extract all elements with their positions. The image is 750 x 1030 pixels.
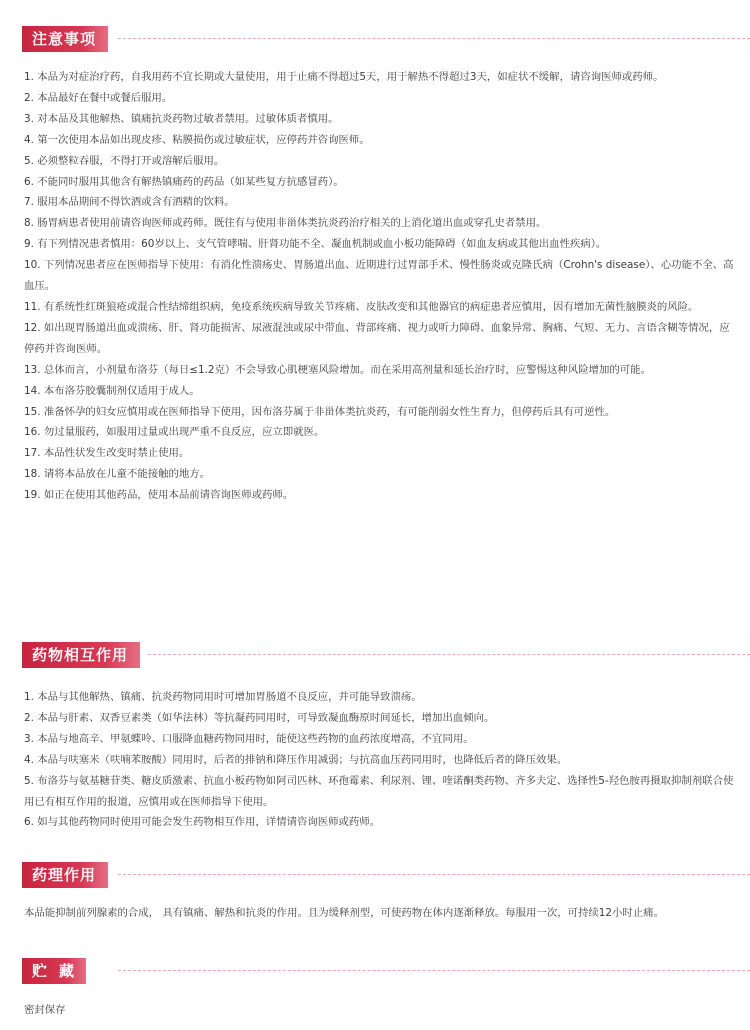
list-item: 8. 肠胃病患者使用前请咨询医师或药师。既往有与使用非甾体类抗炎药治疗相关的上消化道出血或穿孔史者禁用。 — [24, 217, 547, 230]
storage-text: 密封保存 — [24, 1004, 66, 1016]
section-title-pharmacology: 药理作用 — [22, 862, 108, 888]
pharmacology-text: 本品能抑制前列腺素的合成， 具有镇痛、解热和抗炎的作用。且为缓释剂型，可使药物在体内逐渐释放。每服用一次，可持续12小时止痛。 — [24, 907, 664, 919]
list-item: 11. 有系统性红斑狼疮或混合性结缔组织病，免疫系统疾病导致关节疼痛、皮肤改变和其他器官的病症患者应慎用，因有增加无菌性脑膜炎的风险。 — [24, 300, 699, 313]
list-item: 19. 如正在使用其他药品，使用本品前请咨询医师或药师。 — [24, 489, 294, 502]
notice-list — [24, 67, 736, 506]
section-divider — [118, 874, 750, 875]
list-item: 2. 本品最好在餐中或餐后服用。 — [24, 91, 173, 104]
list-item: 6. 不能同时服用其他含有解热镇痛药的药品（如某些复方抗感冒药）。 — [24, 175, 344, 188]
list-item: 5. 布洛芬与氨基糖苷类、糖皮质激素、抗血小板药物如阿司匹林、环孢霉素、利尿剂、锂、喹诺酮类药物、齐多夫定、选择性5-羟色胺再摄取抑制剂联合使用已有相互作用的报道，应慎用或在医师指导下使用。 — [24, 774, 734, 808]
section-title-interactions: 药物相互作用 — [22, 642, 140, 668]
list-item: 18. 请将本品放在儿童不能接触的地方。 — [24, 468, 211, 481]
interactions-list — [24, 687, 736, 833]
list-item: 4. 本品与呋塞米（呋喃苯胺酸）同用时，后者的排钠和降压作用减弱；与抗高血压药同用时，也降低后者的降压效果。 — [24, 753, 568, 766]
list-item: 3. 本品与地高辛、甲氨蝶呤、口服降血糖药物同用时，能使这些药物的血药浓度增高，不宜同用。 — [24, 732, 474, 745]
list-item: 10. 下列情况患者应在医师指导下使用：有消化性溃疡史、胃肠道出血、近期进行过胃部手术、慢性肠炎或克隆氏病（Crohn's disease）、心功能不全、高血压。 — [24, 259, 734, 293]
section-title-notice: 注意事项 — [22, 26, 108, 52]
list-item: 12. 如出现胃肠道出血或溃疡、肝、肾功能损害、尿液混浊或尿中带血、背部疼痛、视力或听力障碍、血象异常、胸痛、气短、无力、言语含糊等情况，应停药并咨询医师。 — [24, 321, 730, 355]
list-item: 14. 本布洛芬胶囊制剂仅适用于成人。 — [24, 384, 200, 397]
list-item: 17. 本品性状发生改变时禁止使用。 — [24, 447, 190, 460]
section-divider — [148, 654, 750, 655]
section-divider — [118, 38, 750, 39]
list-item: 2. 本品与肝素、双香豆素类（如华法林）等抗凝药同用时，可导致凝血酶原时间延长，增加出血倾向。 — [24, 711, 495, 724]
section-header-pharmacology — [22, 862, 750, 888]
list-item: 1. 本品与其他解热、镇痛、抗炎药物同用时可增加胃肠道不良反应，并可能导致溃疡。 — [24, 691, 422, 703]
list-item: 9. 有下列情况患者慎用：60岁以上、支气管哮喘、肝肾功能不全、凝血机制或血小板功能障碍（如血友病或其他出血性疾病）。 — [24, 238, 607, 251]
list-item: 16. 勿过量服药，如服用过量或出现严重不良反应，应立即就医。 — [24, 426, 325, 439]
list-item: 1. 本品为对症治疗药，自我用药不宜长期或大量使用，用于止痛不得超过5天，用于解热不得超过3天，如症状不缓解，请咨询医师或药师。 — [24, 71, 664, 83]
section-title-storage: 贮藏 — [22, 958, 86, 984]
section-divider — [118, 970, 750, 971]
list-item: 7. 服用本品期间不得饮酒或含有酒精的饮料。 — [24, 196, 235, 209]
list-item: 15. 准备怀孕的妇女应慎用或在医师指导下使用，因布洛芬属于非甾体类抗炎药，有可能削弱女性生育力，但停药后具有可逆性。 — [24, 405, 616, 418]
section-header-notice — [22, 26, 750, 52]
list-item: 13. 总体而言，小剂量布洛芬（每日≤1.2克）不会导致心肌梗塞风险增加。而在采用高剂量和延长治疗时，应警惕这种风险增加的可能。 — [24, 363, 651, 376]
list-item: 4. 第一次使用本品如出现皮疹、粘膜损伤或过敏症状，应停药并咨询医师。 — [24, 133, 370, 146]
list-item: 5. 必须整粒吞服，不得打开或溶解后服用。 — [24, 154, 225, 167]
section-header-interactions — [22, 642, 750, 668]
list-item: 6. 如与其他药物同时使用可能会发生药物相互作用，详情请咨询医师或药师。 — [24, 816, 381, 829]
section-header-storage — [22, 958, 750, 984]
list-item: 3. 对本品及其他解热、镇痛抗炎药物过敏者禁用。过敏体质者慎用。 — [24, 112, 339, 125]
